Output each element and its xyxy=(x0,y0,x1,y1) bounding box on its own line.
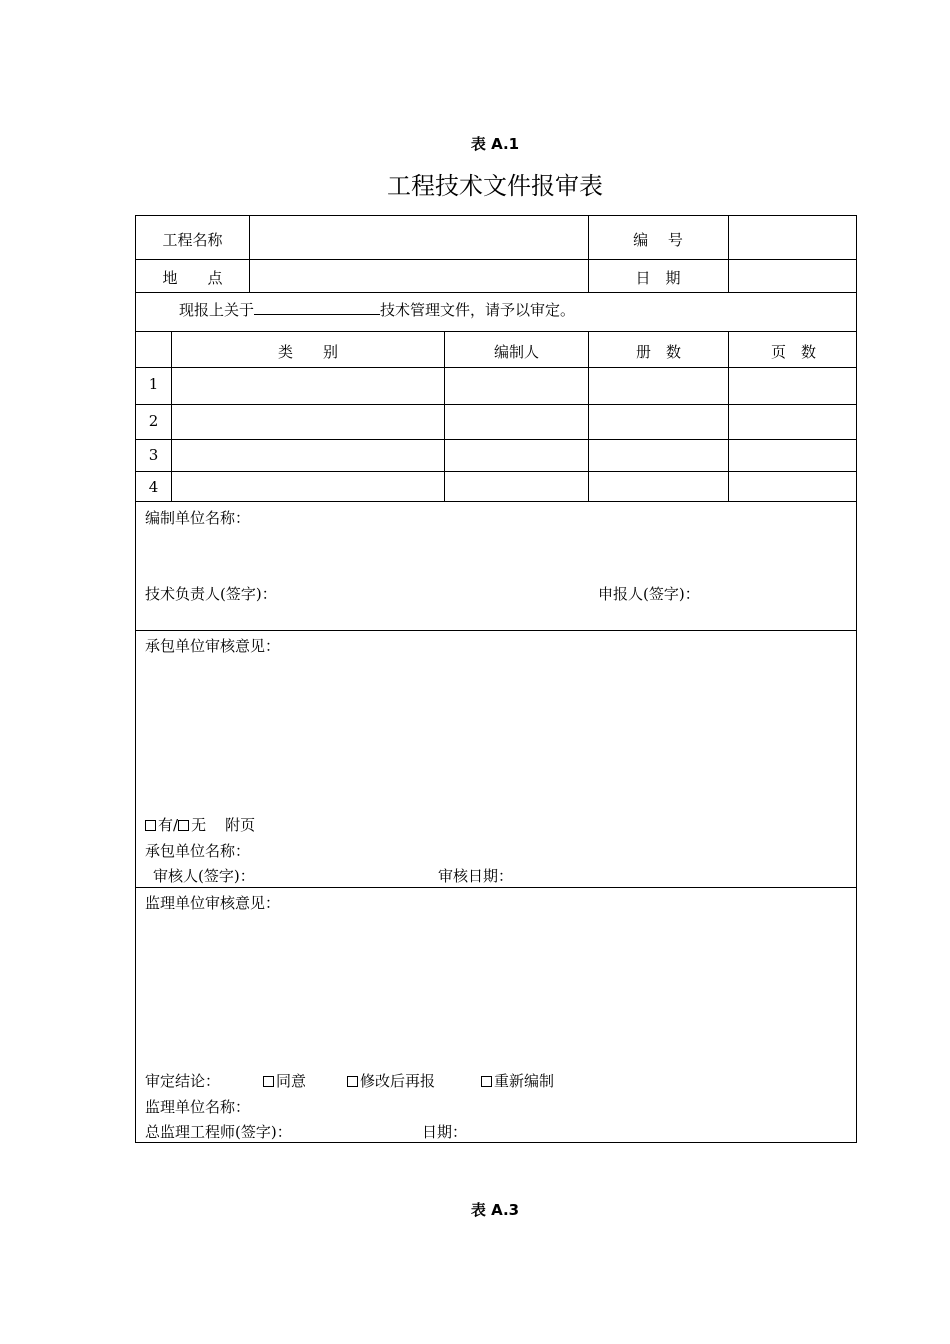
recompile-checkbox[interactable] xyxy=(481,1076,492,1087)
option-resubmit[interactable] xyxy=(347,1072,435,1090)
table-label-a3: 表 A.3 xyxy=(470,1201,520,1219)
recompile-label: 重新编制 xyxy=(494,1072,555,1090)
form-title: 工程技术文件报审表 xyxy=(387,172,603,200)
statement-suffix: 技术管理文件，请予以审定。 xyxy=(380,301,576,319)
option-agree[interactable] xyxy=(263,1072,306,1090)
rule xyxy=(136,630,856,631)
col-pages: 页 数 xyxy=(770,343,816,361)
table-label-a1: 表 A.1 xyxy=(470,135,520,153)
rule xyxy=(136,471,856,472)
rule xyxy=(136,292,856,293)
location-label: 地 点 xyxy=(162,269,223,287)
row-number: 2 xyxy=(148,412,159,430)
supervision-opinion-label: 监理单位审核意见： xyxy=(145,894,281,912)
date-label: 日 期 xyxy=(635,269,681,287)
compile-unit-label: 编制单位名称： xyxy=(145,509,251,527)
submission-statement xyxy=(179,300,575,319)
rule xyxy=(136,259,856,260)
project-name-label: 工程名称 xyxy=(162,231,223,249)
rule xyxy=(136,367,856,368)
rule xyxy=(136,887,856,888)
contractor-unit-label: 承包单位名称： xyxy=(145,842,251,860)
resubmit-label: 修改后再报 xyxy=(360,1072,436,1090)
rule xyxy=(136,439,856,440)
conclusion-label: 审定结论： xyxy=(145,1072,221,1090)
contractor-opinion-label: 承包单位审核意见： xyxy=(145,637,281,655)
col-compiler: 编制人 xyxy=(493,343,539,361)
has-checkbox[interactable] xyxy=(145,820,156,831)
option-recompile[interactable] xyxy=(481,1072,554,1090)
statement-prefix: 现报上关于 xyxy=(179,301,255,319)
number-label: 编 号 xyxy=(633,231,683,249)
attachment-label: 附页 xyxy=(225,816,256,834)
tech-lead-signature-label: 技术负责人(签字)： xyxy=(145,585,277,603)
row-number: 3 xyxy=(148,446,159,464)
col-volumes: 册 数 xyxy=(635,343,681,361)
agree-label: 同意 xyxy=(276,1072,307,1090)
rule xyxy=(136,501,856,502)
supervision-unit-label: 监理单位名称： xyxy=(145,1098,251,1116)
col-category: 类 别 xyxy=(277,343,338,361)
form-table xyxy=(135,215,857,1143)
row-number: 1 xyxy=(148,375,159,393)
none-checkbox[interactable] xyxy=(178,820,189,831)
chief-engineer-signature-label: 总监理工程师(签字)： xyxy=(145,1123,292,1141)
supervision-date-label: 日期： xyxy=(422,1123,468,1141)
reporter-signature-label: 申报人(签字)： xyxy=(598,585,700,603)
attachment-line xyxy=(145,816,255,834)
agree-checkbox[interactable] xyxy=(263,1076,274,1087)
rule xyxy=(136,331,856,332)
rule xyxy=(249,216,250,292)
rule xyxy=(728,216,729,292)
none-label: 无 xyxy=(191,816,207,834)
has-label: 有/ xyxy=(158,816,179,834)
review-date-label: 审核日期： xyxy=(438,867,514,885)
resubmit-checkbox[interactable] xyxy=(347,1076,358,1087)
rule xyxy=(136,404,856,405)
reviewer-signature-label: 审核人(签字)： xyxy=(153,867,255,885)
topic-blank xyxy=(254,300,380,315)
row-number: 4 xyxy=(148,478,159,496)
